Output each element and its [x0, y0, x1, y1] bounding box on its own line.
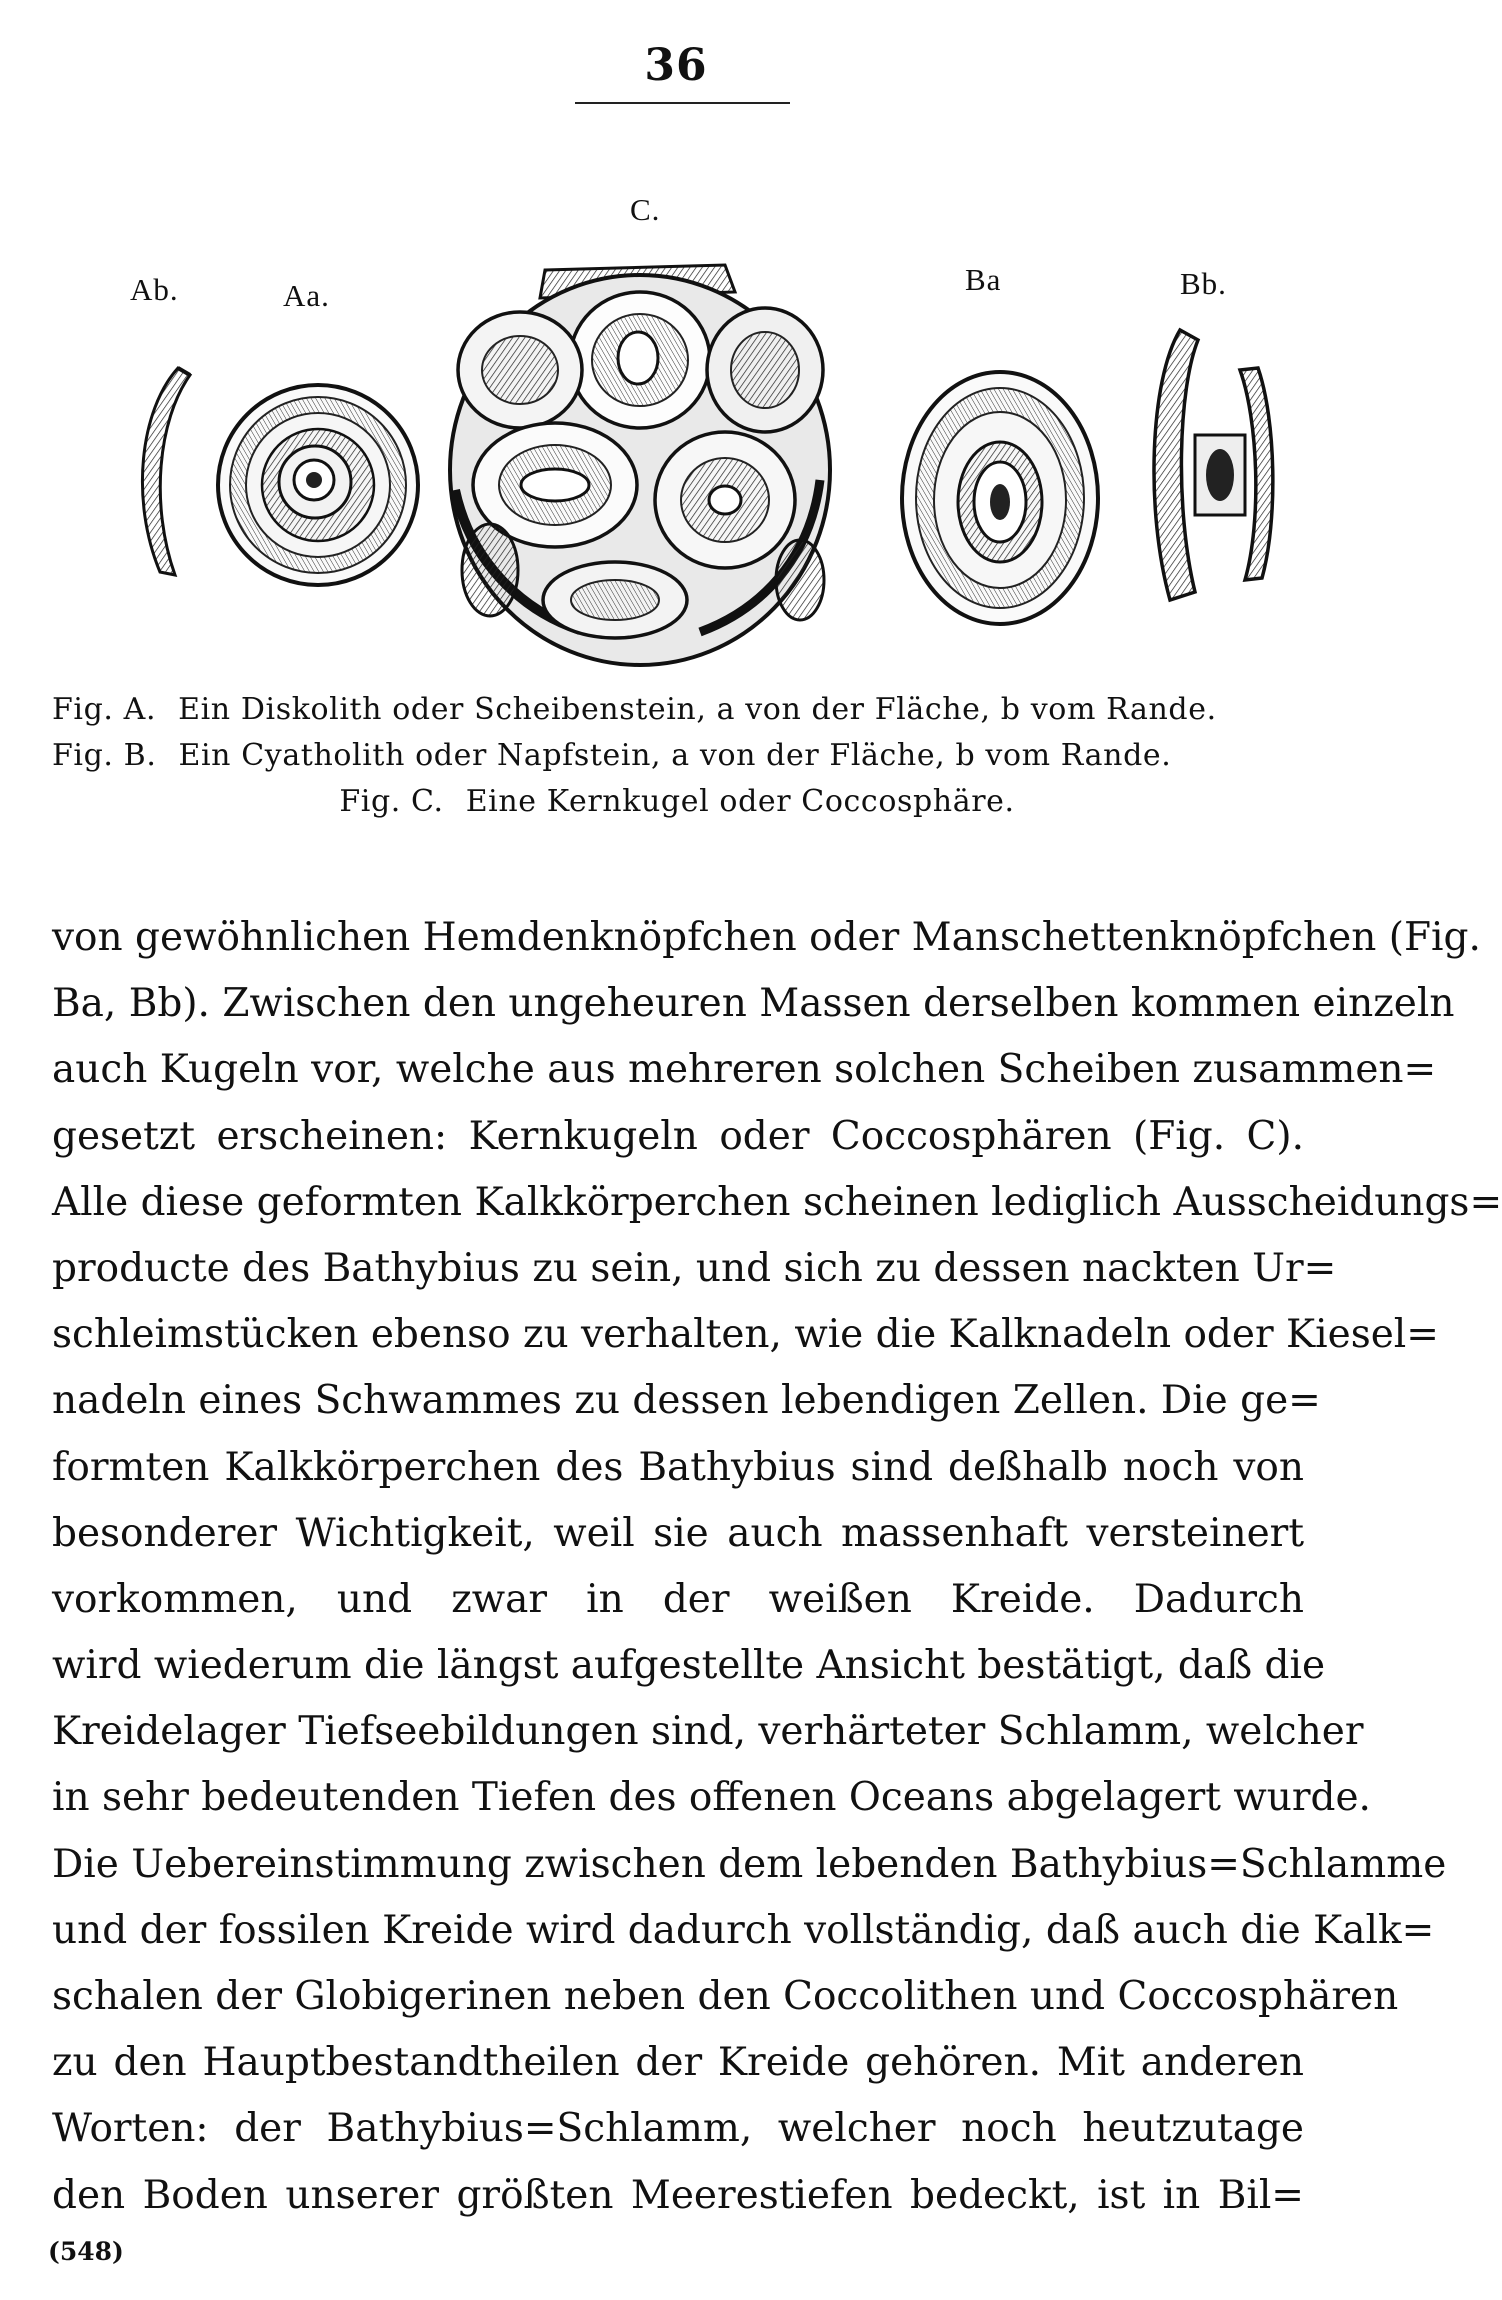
text-line: Kreidelager Tiefseebildungen sind, verhärteter Schlamm, welcher [52, 1709, 1364, 1755]
text-line: auch Kugeln vor, welche aus mehreren solchen Scheiben zusammen= [52, 1047, 1437, 1093]
figure-label-aa: Aa. [283, 278, 330, 313]
page-number: 36 [644, 40, 708, 91]
figure-label-c: C. [630, 192, 661, 227]
figure-label-ab: Ab. [130, 272, 179, 307]
figure-label-bb: Bb. [1180, 266, 1227, 301]
figure-plate [0, 180, 1352, 660]
text-line: producte des Bathybius zu sein, und sich zu dessen nackten Ur= [52, 1245, 1337, 1291]
caption-label: Fig. A. [52, 692, 157, 727]
text-line: gesetzt erscheinen: Kernkugeln oder Coccosphären (Fig. C). [52, 1113, 1304, 1159]
text-line: formten Kalkkörperchen des Bathybius sind deßhalb noch von [52, 1444, 1304, 1490]
text-line: wird wiederum die längst aufgestellte Ansicht bestätigt, daß die [52, 1643, 1326, 1689]
cyatholith-face-view [902, 372, 1098, 624]
text-line: schalen der Globigerinen neben den Coccolithen und Coccosphären [52, 1974, 1399, 2019]
discolith-face-view [218, 385, 418, 585]
caption-text: Ein Diskolith oder Scheibenstein, a von der Fläche, b vom Rande. [178, 692, 1217, 727]
body-text [52, 905, 1502, 2229]
text-line: Die Uebereinstimmung zwischen dem lebenden Bathybius=Schlamme [52, 1841, 1447, 1887]
discolith-side-view [142, 368, 190, 575]
text-line: zu den Hauptbestandtheilen der Kreide gehören. Mit anderen [52, 2040, 1304, 2086]
caption-label: Fig. B. [52, 738, 157, 773]
text-line: Worten: der Bathybius=Schlamm, welcher noch heutzutage [52, 2106, 1304, 2152]
caption-fig-a [52, 688, 1302, 732]
text-line: in sehr bedeutenden Tiefen des offenen Oceans abgelagert wurde. [52, 1775, 1371, 1821]
text-line: schleimstücken ebenso zu verhalten, wie die Kalknadeln oder Kiesel= [52, 1312, 1439, 1358]
text-line: Ba, Bb). Zwischen den ungeheuren Massen derselben kommen einzeln [52, 981, 1455, 1027]
caption-text: Eine Kernkugel oder Coccosphäre. [465, 784, 1015, 819]
cyatholith-side-view [1154, 330, 1273, 600]
text-line: nadeln eines Schwammes zu dessen lebendigen Zellen. Die ge= [52, 1378, 1321, 1424]
caption-text: Ein Cyatholith oder Napfstein, a von der Fläche, b vom Rande. [178, 738, 1172, 773]
text-line: vorkommen, und zwar in der weißen Kreide. Dadurch [52, 1576, 1304, 1622]
text-line: besonderer Wichtigkeit, weil sie auch massenhaft versteinert [52, 1510, 1304, 1556]
caption-fig-b [52, 734, 1302, 778]
figure-plate-svg [0, 180, 1352, 660]
text-line: und der fossilen Kreide wird dadurch vollständig, daß auch die Kalk= [52, 1907, 1435, 1953]
text-line: von gewöhnlichen Hemdenknöpfchen oder Manschettenknöpfchen (Fig. [52, 915, 1481, 960]
text-line: den Boden unserer größten Meerestiefen bedeckt, ist in Bil= [52, 2172, 1304, 2218]
text-line: Alle diese geformten Kalkkörperchen scheinen lediglich Ausscheidungs= [52, 1179, 1502, 1225]
signature-mark: (548) [48, 2237, 124, 2266]
coccosphere [450, 265, 830, 665]
caption-label: Fig. C. [339, 784, 444, 819]
caption-fig-c [52, 780, 1302, 824]
header-rule [575, 102, 790, 104]
figure-label-ba: Ba [965, 262, 1002, 297]
